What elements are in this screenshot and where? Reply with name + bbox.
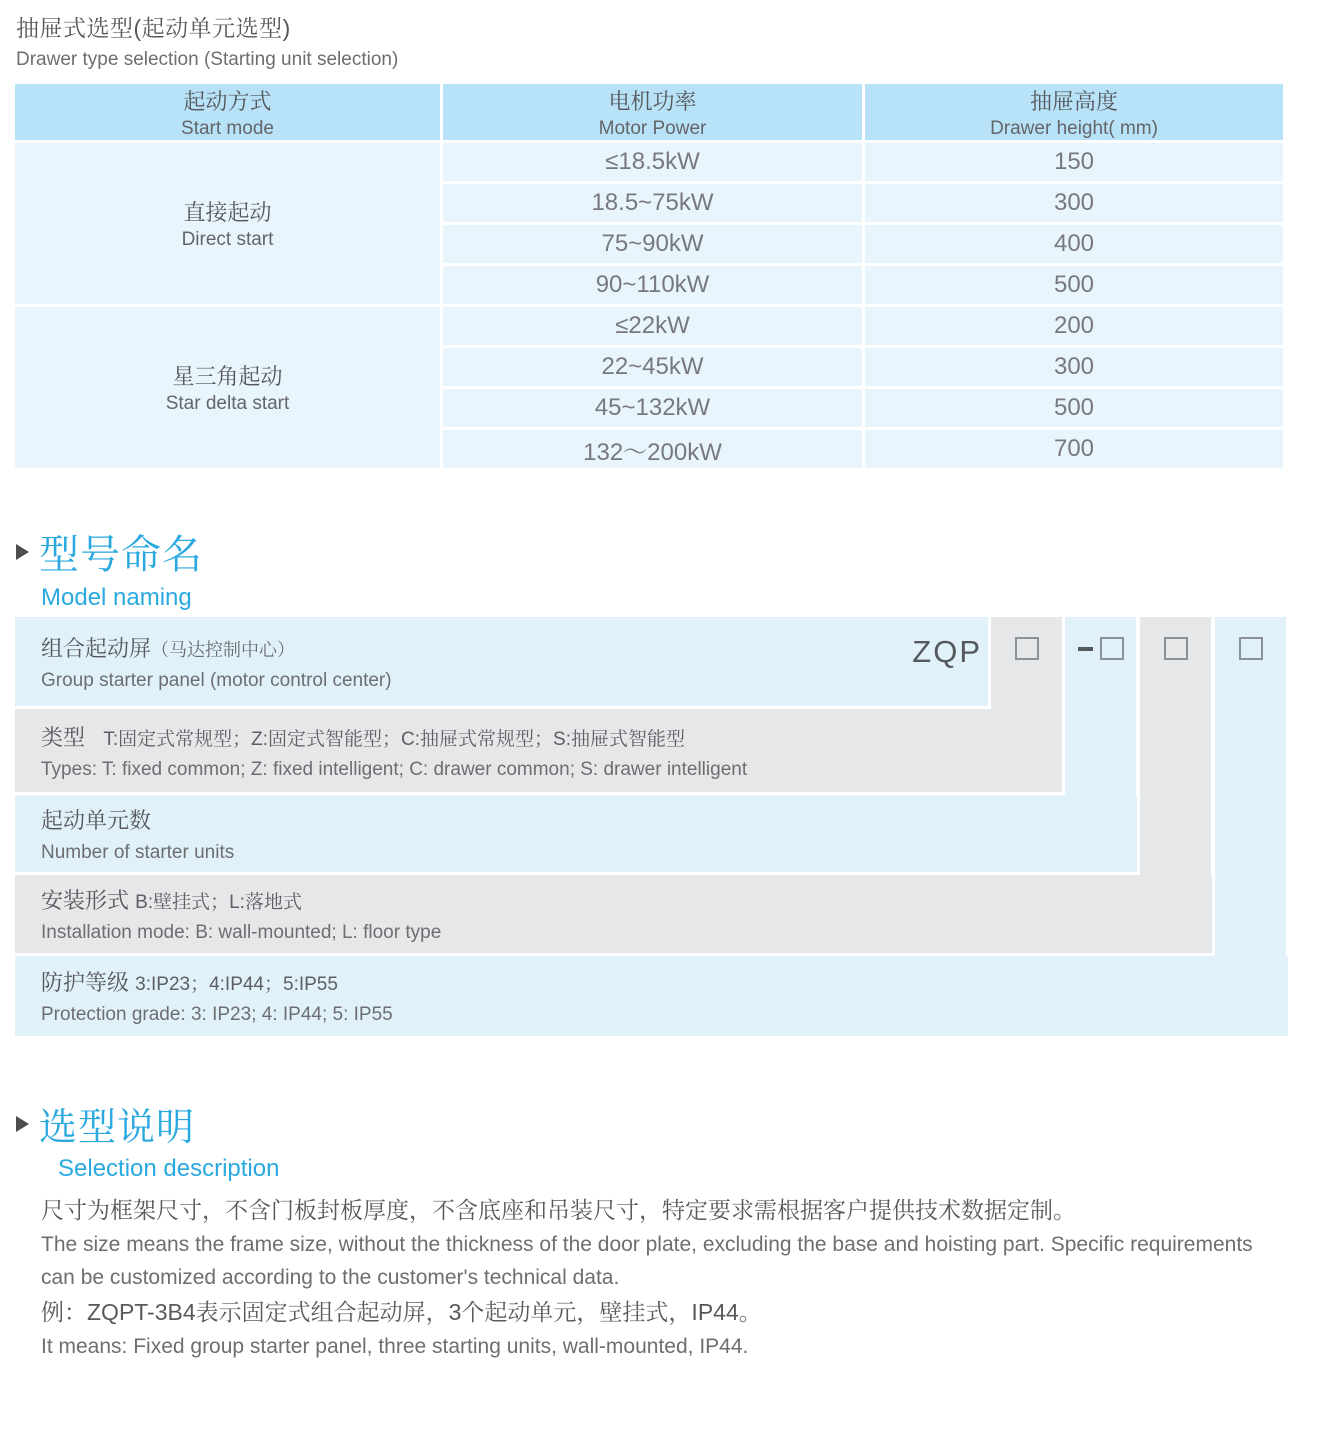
naming-level-panel xyxy=(15,617,988,706)
column-header-drawer-height xyxy=(865,84,1283,140)
naming-level-zh-detail: 3:IP23；4:IP44；5:IP55 xyxy=(135,974,338,995)
naming-level-installation xyxy=(15,875,1212,953)
section-title-en: Selection description xyxy=(58,1155,280,1182)
section-model-naming xyxy=(16,523,203,612)
group-cell-star-delta-start xyxy=(15,307,440,468)
description-line-en: The size means the frame size, without the thickness of the door plate, excluding the base and hoisting part. Specific requirements can be customized according to the customer's technical data. xyxy=(41,1233,1253,1289)
section-title-en: Model naming xyxy=(41,584,192,611)
height-cell: 500 xyxy=(865,266,1283,304)
column-header-en: Drawer height( mm) xyxy=(990,117,1158,139)
code-box-icon xyxy=(1239,637,1263,660)
naming-level-zh-label: 安装形式 xyxy=(41,888,130,913)
selection-description-text xyxy=(41,1192,1291,1363)
column-header-zh: 抽屉高度 xyxy=(1029,88,1118,114)
naming-level-zh-label: 类型 xyxy=(41,724,86,750)
group-mode-en: Direct start xyxy=(181,229,274,250)
section-marker-icon xyxy=(16,544,29,560)
naming-level-zh-detail: T:固定式常规型；Z:固定式智能型；C:抽屉式常规型；S:抽屉式智能型 xyxy=(103,728,685,750)
naming-level-zh xyxy=(41,966,1288,997)
naming-level-en: Group starter panel (motor control center) xyxy=(41,669,392,691)
naming-level-zh xyxy=(41,632,988,663)
power-cell: 75~90kW xyxy=(443,225,862,263)
height-cell: 300 xyxy=(865,348,1283,386)
section-title-zh: 选型说明 xyxy=(39,1107,196,1149)
section-title-zh: 型号命名 xyxy=(39,533,203,577)
model-prefix: ZQP xyxy=(912,634,982,669)
naming-level-units xyxy=(15,795,1137,872)
column-header-motor-power xyxy=(443,84,862,140)
description-line-en: It means: Fixed group starter panel, three starting units, wall-mounted, IP44. xyxy=(41,1335,749,1358)
height-cell: 150 xyxy=(865,143,1283,181)
height-cell: 400 xyxy=(865,225,1283,263)
power-cell: 90~110kW xyxy=(443,266,862,304)
naming-level-type xyxy=(15,709,1062,792)
column-header-en: Motor Power xyxy=(598,117,707,139)
naming-level-zh-label: 起动单元数 xyxy=(41,807,152,833)
description-line-zh: 尺寸为框架尺寸，不含门板封板厚度，不含底座和吊装尺寸，特定要求需根据客户提供技术数据定制。 xyxy=(41,1197,1076,1223)
power-cell: ≤18.5kW xyxy=(443,143,862,181)
column-header-zh: 起动方式 xyxy=(183,88,272,114)
naming-level-zh xyxy=(41,721,1062,752)
model-naming-diagram xyxy=(15,617,1289,1036)
naming-level-zh-main: 组合起动屏 xyxy=(41,635,152,661)
power-cell: ≤22kW xyxy=(443,307,862,345)
naming-level-en: Protection grade: 3: IP23; 4: IP44; 5: IP55 xyxy=(41,1004,393,1025)
height-cell: 700 xyxy=(865,430,1283,468)
code-box-icon xyxy=(1015,637,1039,660)
naming-level-en: Installation mode: B: wall-mounted; L: floor type xyxy=(41,922,442,943)
height-cell: 300 xyxy=(865,184,1283,222)
naming-level-zh xyxy=(41,884,1212,915)
naming-level-zh-paren: （马达控制中心） xyxy=(151,639,296,660)
naming-level-protection xyxy=(15,956,1288,1036)
description-line-zh: 例：ZQPT-3B4表示固定式组合起动屏，3个起动单元，壁挂式，IP44。 xyxy=(41,1299,762,1325)
code-box-icon xyxy=(1100,637,1124,660)
power-cell: 132～200kW xyxy=(443,430,862,468)
naming-level-zh-label: 防护等级 xyxy=(41,970,130,995)
document-title-zh: 抽屉式选型(起动单元选型) xyxy=(16,15,291,41)
section-selection-description xyxy=(16,1096,279,1183)
group-mode-zh: 直接起动 xyxy=(183,200,272,225)
section-marker-icon xyxy=(16,1116,29,1132)
column-header-en: Start mode xyxy=(181,117,274,139)
group-cell-direct-start xyxy=(15,143,440,304)
document-title-en: Drawer type selection (Starting unit selection) xyxy=(16,49,399,70)
dash-icon xyxy=(1078,647,1093,651)
document-title xyxy=(16,10,398,71)
naming-level-zh xyxy=(41,804,1137,835)
code-box-icon xyxy=(1164,637,1188,660)
group-mode-zh: 星三角起动 xyxy=(172,364,283,389)
power-cell: 22~45kW xyxy=(443,348,862,386)
height-cell: 500 xyxy=(865,389,1283,427)
height-cell: 200 xyxy=(865,307,1283,345)
selection-table xyxy=(15,84,1283,468)
power-cell: 18.5~75kW xyxy=(443,184,862,222)
naming-level-en: Types: T: fixed common; Z: fixed intelligent; C: drawer common; S: drawer intelligent xyxy=(41,758,748,780)
naming-level-en: Number of starter units xyxy=(41,841,235,863)
group-mode-en: Star delta start xyxy=(165,393,290,414)
power-cell: 45~132kW xyxy=(443,389,862,427)
naming-level-zh-detail: B:壁挂式；L:落地式 xyxy=(135,892,302,913)
column-header-zh: 电机功率 xyxy=(608,88,697,114)
column-header-start-mode xyxy=(15,84,440,140)
